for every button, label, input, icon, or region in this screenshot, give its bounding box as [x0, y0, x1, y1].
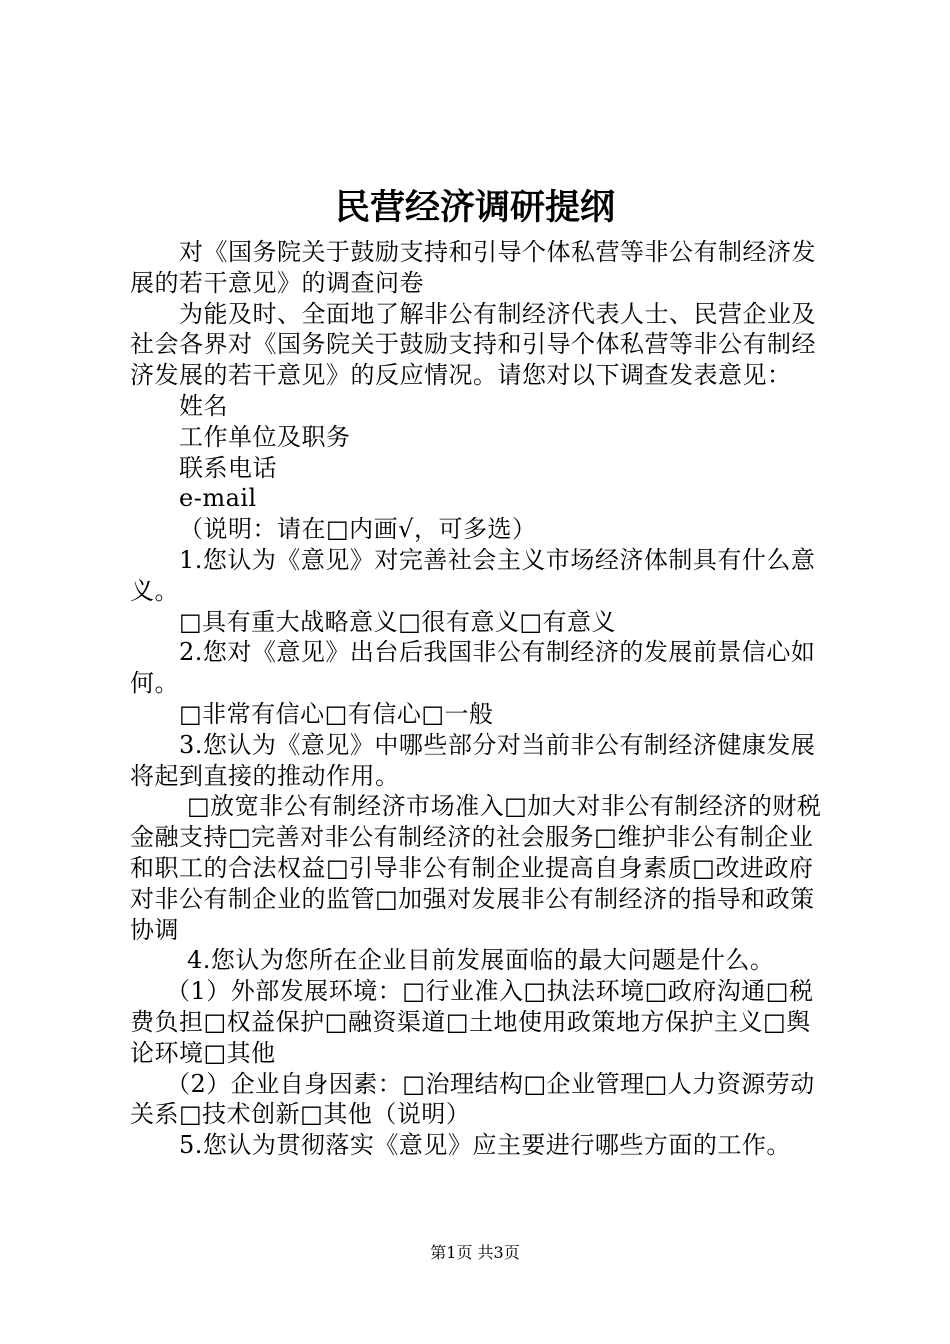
- page-number-footer: 第1页 共3页: [430, 1243, 520, 1262]
- document-body: [130, 237, 830, 1161]
- paragraph-survey-subtitle: 对《国务院关于鼓励支持和引导个体私营等非公有制经济发展的若干意见》的调查问卷: [130, 238, 816, 297]
- question-2: 2.您对《意见》出台后我国非公有制经济的发展前景信心如何。: [130, 638, 816, 698]
- document-title: 民营经济调研提纲: [334, 187, 615, 228]
- question-4-internal-options: （2）企业自身因素：□治理结构□企业管理□人力资源劳动关系□技术创新□其他（说明）: [130, 1069, 815, 1129]
- paragraph-intro: 为能及时、全面地了解非公有制经济代表人士、民营企业及社会各界对《国务院关于鼓励支持和引导个体私营等非公有制经济发展的若干意见》的反应情况。请您对以下调查发表意见：: [130, 299, 816, 390]
- question-5: 5.您认为贯彻落实《意见》应主要进行哪些方面的工作。: [179, 1131, 791, 1160]
- field-label-phone: 联系电话: [179, 453, 277, 482]
- instructions-note: （说明：请在□内画√，可多选）: [179, 515, 537, 544]
- question-3-options: □放宽非公有制经济市场准入□加大对非公有制经济的财税金融支持□完善对非公有制经济的社会服务□维护非公有制企业和职工的合法权益□引导非公有制企业提高自身素质□改进政府对非公有制企业的监管□加强对发展非公有制经济的指导和政策协调: [130, 792, 822, 944]
- field-label-workplace: 工作单位及职务: [179, 422, 351, 451]
- field-label-name: 姓名: [179, 391, 228, 420]
- field-label-email: e-mail: [179, 484, 257, 513]
- question-4: 4.您认为您所在企业目前发展面临的最大问题是什么。: [187, 946, 775, 975]
- question-1-options: □具有重大战略意义□很有意义□有意义: [179, 607, 617, 636]
- question-2-options: □非常有信心□有信心□一般: [179, 699, 494, 728]
- question-1: 1.您认为《意见》对完善社会主义市场经济体制具有什么意义。: [130, 545, 816, 605]
- question-3: 3.您认为《意见》中哪些部分对当前非公有制经济健康发展将起到直接的推动作用。: [130, 730, 816, 790]
- question-4-external-options: （1）外部发展环境：□行业准入□执法环境□政府沟通□税费负担□权益保护□融资渠道□土地使用政策地方保护主义□舆论环境□其他: [130, 977, 814, 1067]
